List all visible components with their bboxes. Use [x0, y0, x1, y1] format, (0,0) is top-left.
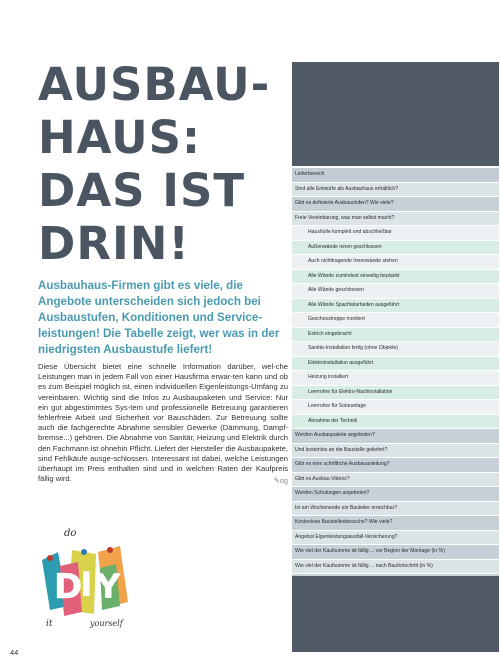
- comparison-table: [292, 168, 499, 589]
- table-row: Wie viel der Kaufsumme ist fällig ... vor Beginn der Montage (in %): [292, 545, 499, 560]
- table-row: Estrich eingebracht: [292, 328, 499, 343]
- table-row: Auch nichttragende Innenwände stehen: [292, 255, 499, 270]
- diy-word-do: do: [64, 528, 77, 539]
- table-row: Lieferbereich: [292, 168, 499, 183]
- table-row: Ist am Wochenende ein Bauleiter erreichbar?: [292, 502, 499, 517]
- table-row: Sanitär-Installation fertig (ohne Objekte): [292, 342, 499, 357]
- table-row: Sind alle Entwürfe als Ausbauhaus erhältlich?: [292, 183, 499, 198]
- headline-line: DAS IST: [38, 164, 246, 217]
- table-row: Heizung installiert: [292, 371, 499, 386]
- table-row: Werden Schulungen angeboten?: [292, 487, 499, 502]
- diy-word-it: it: [46, 619, 53, 629]
- diy-letter-d: D: [54, 567, 83, 607]
- diy-letter-y: Y: [96, 567, 121, 607]
- table-row: Werden Ausbaupakete angeboten?: [292, 429, 499, 444]
- table-row: Freie Vereinbarung, was man selbst macht?: [292, 212, 499, 227]
- table-row: Abnahme der Technik: [292, 415, 499, 430]
- page-number: 44: [10, 648, 19, 657]
- pin-icon: [107, 547, 113, 553]
- body-paragraph: [38, 362, 288, 486]
- table-row: Geschosstreppe montiert: [292, 313, 499, 328]
- table-footer-block: [292, 576, 499, 652]
- table-row: Wie viel der Kaufsumme ist fällig ... nach Baufortschritt (in %): [292, 560, 499, 575]
- headline-line: AUSBAU-: [38, 58, 271, 111]
- table-row: Außenwände innen geschlossen: [292, 241, 499, 256]
- table-row: Und kostenlos an die Baustelle geliefert?: [292, 444, 499, 459]
- table-row: Gibt es eine schriftliche Ausbauanleitung?: [292, 458, 499, 473]
- table-row: Gibt es Ausbau-Videos?: [292, 473, 499, 488]
- diy-word-yourself: yourself: [90, 619, 123, 628]
- author-signature: [274, 476, 288, 486]
- table-row: Alle Wände zumindest einseitig beplankt: [292, 270, 499, 285]
- table-row: Alle Wände Spachtelarbeiten ausgeführt: [292, 299, 499, 314]
- table-row: Elektroinstallation ausgeführt: [292, 357, 499, 372]
- intro-paragraph: Ausbauhaus-Firmen gibt es viele, die Angebote unterscheiden sich jedoch bei Ausbaustufen, Konditionen und Service-leistungen! Die Tabelle zeigt, wer was in der niedrigsten Ausbaustufe liefert!: [38, 279, 280, 356]
- diy-illustration: [38, 522, 130, 630]
- headline: [38, 58, 283, 270]
- headline-line: DRIN!: [38, 217, 190, 270]
- table-row: Angebot Eigenleistungsausfall-Versicherung?: [292, 531, 499, 546]
- signature-text: og: [279, 476, 288, 486]
- diy-letter-i: I: [80, 565, 93, 605]
- pencil-icon: ✎: [273, 476, 280, 486]
- table-row: Leerrohre für Elektro-Nachinstallation: [292, 386, 499, 401]
- table-row: Haushülle komplett und abschließbar: [292, 226, 499, 241]
- table-row: Gibt es definierte Ausbaustufen? Wie viele?: [292, 197, 499, 212]
- table-column-header-block: [292, 62, 499, 166]
- table-row: Alle Wände geschlossen: [292, 284, 499, 299]
- pin-icon: [81, 549, 87, 555]
- table-row: Leerrohre für Solaranlage: [292, 400, 499, 415]
- pin-icon: [47, 555, 53, 561]
- body-text: Diese Übersicht bietet eine schnelle Information darüber, wel-che Leistungen man in jedem Fall von einer Hausfirma erwar-ten kann und ob es zum Beispiel möglich ist, einen individuellen Eigenleistungs-Umfang zu vereinbaren. Wichtig sind die Infos zu Ausbaupaketen und Service: Nur ein gut abgestimmtes Sys-tem und professionelle Betreuung garantieren fehlerfreie Arbeit und Sicherheit vor Bauschäden. Zur Betreuung sollte auch die fachgerechte Abnahme sensibler Gewerke (Dämmung, Dampf-bremse...) gehören. Die Abnahme von Sanitär, Heizung und Elektrik durch den Fachmann ist ohnehin Pflicht. Liefert der Hersteller die Ausbaupakete, sind Fehlkäufe ausge-schlossen. Interessant ist dabei, welche Leistungen überhaupt im Preis enthalten sind und in welchen Raten der Kaufpreis fällig wird.: [38, 362, 288, 484]
- table-row: Kostenlose Baustellenbesuche? Wie viele?: [292, 516, 499, 531]
- headline-line: HAUS:: [38, 111, 202, 164]
